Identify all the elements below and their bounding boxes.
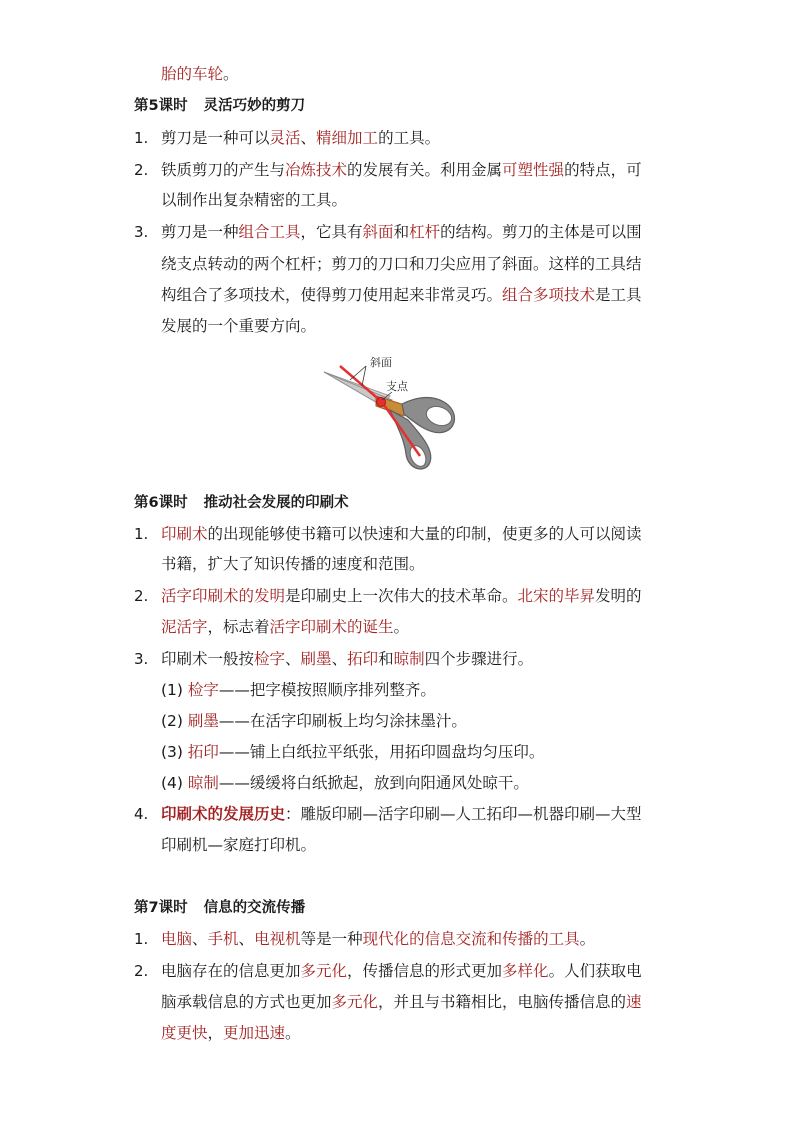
highlighted-term: 检字 xyxy=(187,681,219,699)
highlighted-term: 手机 xyxy=(207,930,239,948)
highlighted-term: 多样化 xyxy=(502,962,549,980)
lesson6-item3-number: 3. xyxy=(134,650,149,668)
lesson6-item4-line2 xyxy=(161,834,316,856)
lesson7-number: 第7课时 xyxy=(134,900,188,916)
fulcrum-label: 支点 xyxy=(386,380,408,393)
lesson6-item4-number: 4. xyxy=(134,805,149,823)
lesson5-item2-number: 2. xyxy=(134,161,149,179)
text-run: 。 xyxy=(223,65,239,83)
text-run: 和 xyxy=(393,223,410,241)
lesson6-item2-line2 xyxy=(161,616,409,638)
lesson5-item2-line1 xyxy=(161,159,642,181)
text-run: (1) xyxy=(161,681,188,699)
lesson6-item2-line1 xyxy=(161,585,642,607)
lesson5-item3-line4 xyxy=(161,315,316,337)
text-run: 发明的 xyxy=(595,587,642,605)
text-run: 的结构。剪刀的主体是可以围 xyxy=(440,223,642,241)
scissors-figure xyxy=(318,350,468,475)
lesson5-item2-line2 xyxy=(161,189,347,211)
text-run: 铁质剪刀的产生与 xyxy=(161,161,286,179)
text-run: 。 xyxy=(579,930,596,948)
continued-line xyxy=(161,63,239,85)
highlighted-term: 电视机 xyxy=(254,930,301,948)
lesson5-item1-number: 1. xyxy=(134,129,149,147)
text-run: ，传播信息的形式更加 xyxy=(347,962,503,980)
highlighted-term: 斜面 xyxy=(362,223,394,241)
highlighted-term: 更加迅速 xyxy=(223,1024,286,1042)
lesson6-item1-line1 xyxy=(161,523,642,545)
printing-step-4 xyxy=(161,772,529,794)
text-run: 发展的一个重要方向。 xyxy=(161,317,317,335)
text-run: ， xyxy=(207,1024,224,1042)
text-run: 剪刀是一种可以 xyxy=(161,129,270,147)
text-run: 、 xyxy=(331,650,348,668)
fulcrum-point xyxy=(377,398,386,407)
highlighted-term: 晾制 xyxy=(187,774,219,792)
lesson7-item2-line3 xyxy=(161,1022,301,1044)
text-run: 、 xyxy=(300,129,317,147)
text-run: 。 xyxy=(285,1024,301,1042)
highlighted-term: 电脑 xyxy=(161,930,193,948)
highlighted-term: 速 xyxy=(626,993,642,1011)
lesson6-item1-number: 1. xyxy=(134,525,149,543)
text-run: 印刷机—家庭打印机。 xyxy=(161,836,317,854)
lesson5-item3-number: 3. xyxy=(134,223,149,241)
text-run: ：雕版印刷—活字印刷—人工拓印—机器印刷—大型 xyxy=(285,805,642,823)
highlighted-term: 泥活字 xyxy=(161,618,208,636)
lesson5-item3-line1 xyxy=(161,221,642,243)
text-run: 书籍，扩大了知识传播的速度和范围。 xyxy=(161,555,425,573)
text-run: 。 xyxy=(393,618,410,636)
lesson6-item4-line1 xyxy=(161,803,642,825)
lesson5-item1-line1 xyxy=(161,127,440,149)
printing-step-3 xyxy=(161,741,544,763)
text-run: ——在活字印刷板上均匀涂抹墨汁。 xyxy=(218,712,467,730)
highlighted-term: 刷墨 xyxy=(300,650,332,668)
lesson5-number: 第5课时 xyxy=(134,98,188,114)
lesson7-item2-line1 xyxy=(161,960,642,982)
text-run: ，并且与书籍相比，电脑传播信息的 xyxy=(378,993,627,1011)
text-run: 、 xyxy=(192,930,208,948)
lesson7-item2-line2 xyxy=(161,991,642,1013)
lesson6-item2-number: 2. xyxy=(134,587,149,605)
text-run: (3) xyxy=(161,743,188,761)
lesson5-item3-line3 xyxy=(161,284,642,306)
text-run: 印刷术一般按 xyxy=(161,650,255,668)
highlighted-term: 印刷术的发展历史 xyxy=(161,805,286,823)
highlighted-term: 北宋的毕昇 xyxy=(517,587,596,605)
text-run: 是工具 xyxy=(595,286,642,304)
lesson6-item1-line2 xyxy=(161,553,425,575)
highlighted-term: 活字印刷术的诞生 xyxy=(269,618,394,636)
highlighted-term: 拓印 xyxy=(347,650,379,668)
text-run: 、 xyxy=(238,930,255,948)
highlighted-term: 度更快 xyxy=(161,1024,208,1042)
highlighted-term: 多元化 xyxy=(300,962,348,980)
printing-step-2 xyxy=(161,710,467,732)
text-run: 的出现能够使书籍可以快速和大量的印制，使更多的人可以阅读 xyxy=(207,525,642,543)
text-run: 剪刀是一种 xyxy=(161,223,239,241)
text-run: 。人们获取电 xyxy=(548,962,642,980)
text-run: ——把字模按照顺序排列整齐。 xyxy=(218,681,436,699)
highlighted-term: 精细加工 xyxy=(316,129,379,147)
highlighted-term: 活字印刷术的发明 xyxy=(161,587,286,605)
text-run: 四个步骤进行。 xyxy=(424,650,534,668)
highlighted-term: 组合工具 xyxy=(238,223,301,241)
text-run: ，标志着 xyxy=(207,618,270,636)
lesson7-title: 信息的交流传播 xyxy=(203,900,306,916)
text-run: (4) xyxy=(161,774,188,792)
highlighted-term: 现代化的信息交流和传播的工具 xyxy=(362,930,580,948)
text-run: 是印刷史上一次伟大的技术革命。 xyxy=(285,587,518,605)
lesson7-item2-number: 2. xyxy=(134,962,149,980)
lesson7-item1-number: 1. xyxy=(134,930,149,948)
lesson5-item3-line2 xyxy=(161,253,642,275)
text-run: ——铺上白纸拉平纸张，用拓印圆盘均匀压印。 xyxy=(218,743,545,761)
highlighted-term: 晾制 xyxy=(393,650,425,668)
highlighted-term: 印刷术 xyxy=(161,525,208,543)
highlighted-term: 刷墨 xyxy=(187,712,219,730)
lesson5-title: 灵活巧妙的剪刀 xyxy=(203,98,306,114)
highlighted-term: 杠杆 xyxy=(409,223,441,241)
text-run: 的发展有关。利用金属 xyxy=(347,161,503,179)
text-run: 的工具。 xyxy=(378,129,441,147)
text-run: 等是一种 xyxy=(300,930,363,948)
lesson6-number: 第6课时 xyxy=(134,495,188,511)
text-run: 构组合了多项技术，使得剪刀使用起来非常灵巧。 xyxy=(161,286,503,304)
text-run: 绕支点转动的两个杠杆；剪刀的刀口和刀尖应用了斜面。这样的工具结 xyxy=(161,255,642,273)
highlighted-term: 组合多项技术 xyxy=(502,286,596,304)
lesson6-title: 推动社会发展的印刷术 xyxy=(203,495,349,511)
text-run: 电脑存在的信息更加 xyxy=(161,962,301,980)
highlighted-term: 胎的车轮 xyxy=(161,65,224,83)
highlighted-term: 灵活 xyxy=(269,129,301,147)
lesson6-item3-line1 xyxy=(161,648,533,670)
text-run: 和 xyxy=(378,650,394,668)
highlighted-term: 冶炼技术 xyxy=(285,161,348,179)
text-run: 的特点，可 xyxy=(564,161,642,179)
text-run: (2) xyxy=(161,712,188,730)
text-run: ——缓缓将白纸掀起，放到向阳通风处晾干。 xyxy=(218,774,529,792)
bevel-label: 斜面 xyxy=(370,356,392,369)
text-run: 以制作出复杂精密的工具。 xyxy=(161,191,348,209)
highlighted-term: 拓印 xyxy=(187,743,219,761)
lesson7-heading xyxy=(134,897,305,919)
text-run: 脑承载信息的方式也更加 xyxy=(161,993,332,1011)
text-run: 、 xyxy=(285,650,301,668)
highlighted-term: 多元化 xyxy=(331,993,379,1011)
lesson6-heading xyxy=(134,492,349,514)
highlighted-term: 可塑性强 xyxy=(502,161,565,179)
highlighted-term: 检字 xyxy=(254,650,286,668)
lesson7-item1-line1 xyxy=(161,928,595,950)
lesson5-heading xyxy=(134,95,305,117)
text-run: ，它具有 xyxy=(300,223,363,241)
printing-step-1 xyxy=(161,679,436,701)
